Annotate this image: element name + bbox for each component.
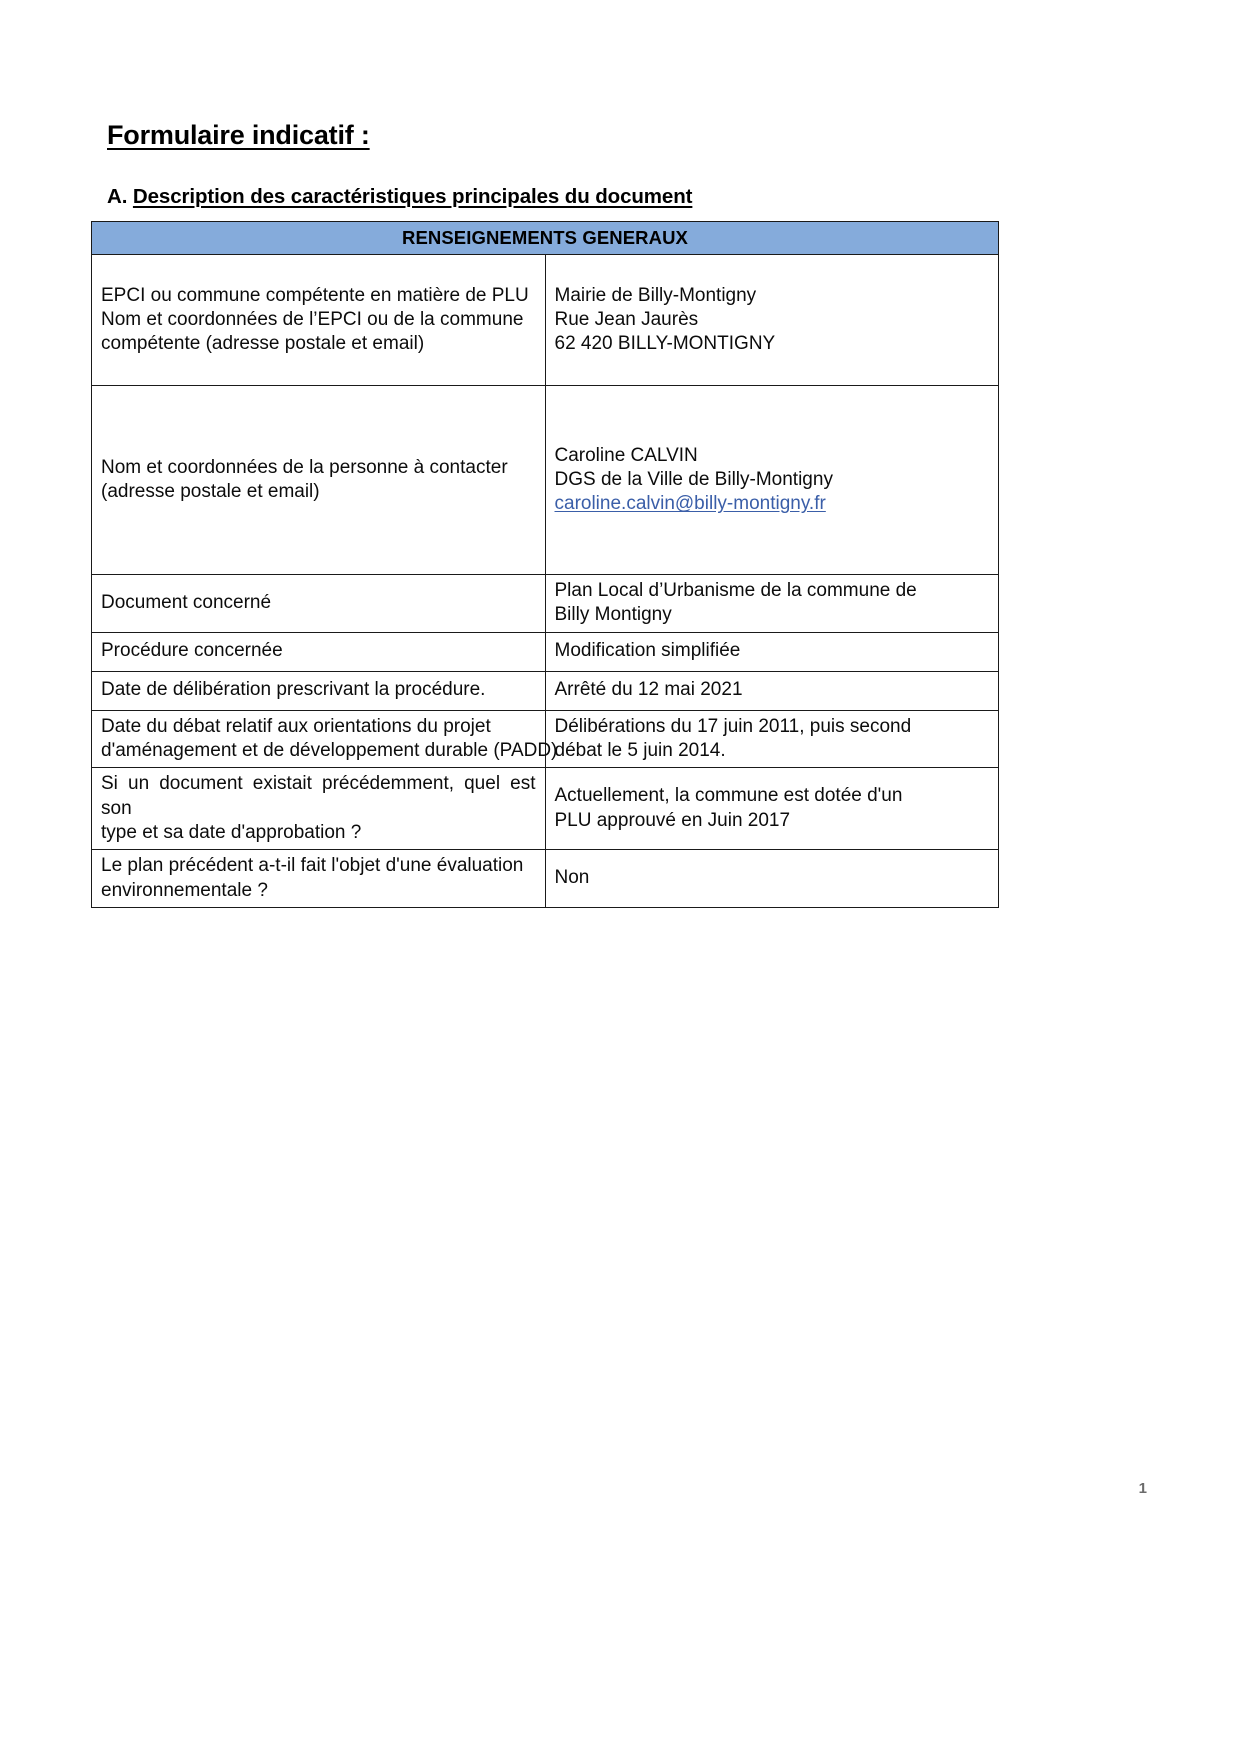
row-value-line: Billy Montigny (554, 604, 672, 626)
row-value-line: Plan Local d’Urbanisme de la commune de (554, 580, 917, 601)
general-information-table (91, 221, 999, 908)
table-row (92, 850, 999, 908)
row-label-line: Document concerné (101, 592, 272, 614)
row-value-text (546, 780, 999, 837)
row-label-line: Date du débat relatif aux orientations du projet (101, 715, 491, 737)
row-label-cell (92, 850, 546, 908)
row-value-line: 62 420 BILLY-MONTIGNY (554, 333, 776, 355)
row-label-line: Si un document existait précédemment, quel est son (101, 773, 536, 819)
row-value-cell (545, 710, 999, 768)
page-title (107, 119, 370, 151)
row-label-line: EPCI ou commune compétente en matière de PLU (101, 284, 529, 306)
row-label-cell (92, 768, 546, 850)
row-value-text (546, 440, 999, 521)
general-information-table-wrapper (91, 221, 999, 908)
row-label-text (92, 452, 545, 509)
row-label-text (92, 674, 545, 706)
table-row (92, 671, 999, 710)
contact-name: Caroline CALVIN (554, 444, 698, 466)
section-letter: A. (107, 185, 128, 208)
row-label-line: Le plan précédent a-t-il fait l'objet d'une évaluation (101, 855, 524, 877)
row-value-cell (545, 575, 999, 633)
row-value-text (546, 862, 999, 894)
page-number: 1 (1138, 1480, 1147, 1497)
row-value-text (546, 280, 999, 361)
row-label-text (92, 850, 545, 907)
row-label-text (92, 711, 558, 768)
table-header-cell (92, 222, 999, 255)
section-heading-text: Description des caractéristiques principales du document (132, 185, 693, 208)
page-title-text: Formulaire indicatif : (107, 120, 370, 151)
row-label-text (92, 768, 545, 849)
row-label-cell (92, 710, 558, 768)
table-row (92, 386, 999, 575)
row-value-line: Mairie de Billy-Montigny (554, 284, 757, 306)
row-label-line: (adresse postale et email) (101, 481, 320, 502)
row-value-text (546, 674, 999, 706)
row-label-line: compétente (adresse postale et email) (101, 333, 425, 355)
section-heading (107, 185, 692, 210)
row-label-line: d'aménagement et de développement durable (PADD) (101, 739, 558, 761)
table-row (92, 768, 999, 850)
row-value-text (546, 635, 999, 667)
row-label-line: Date de délibération prescrivant la procédure. (101, 679, 486, 701)
table-row (92, 575, 999, 633)
row-value-text (546, 711, 999, 768)
row-label-line: type et sa date d'approbation ? (101, 821, 362, 843)
row-label-line: Nom et coordonnées de la personne à contacter (101, 456, 508, 478)
row-value-cell (545, 255, 999, 386)
row-value-line: PLU approuvé en Juin 2017 (554, 809, 791, 831)
row-label-text (92, 587, 545, 619)
row-value-cell (545, 671, 999, 710)
row-value-line: Arrêté du 12 mai 2021 (554, 679, 743, 701)
row-label-cell (92, 632, 546, 671)
row-value-cell (545, 386, 999, 575)
row-label-text (92, 635, 545, 667)
row-value-line: Rue Jean Jaurès (554, 308, 699, 330)
row-value-line: Non (554, 867, 590, 889)
row-label-cell (92, 386, 546, 575)
row-value-cell (545, 632, 999, 671)
row-value-line: débat le 5 juin 2014. (554, 739, 726, 761)
row-value-line: Délibérations du 17 juin 2011, puis second (554, 715, 912, 737)
contact-role: DGS de la Ville de Billy-Montigny (554, 468, 833, 490)
contact-email-link[interactable]: caroline.calvin@billy-montigny.fr (554, 493, 826, 515)
row-label-line: environnementale ? (101, 879, 268, 901)
row-value-cell (545, 768, 999, 850)
row-label-line: Nom et coordonnées de l’EPCI ou de la commune (101, 308, 524, 330)
table-row (92, 255, 999, 386)
row-label-cell (92, 255, 546, 386)
row-value-line: Modification simplifiée (554, 640, 741, 662)
row-value-text (546, 575, 999, 632)
table-header-row (92, 222, 999, 255)
row-label-text (92, 280, 545, 361)
row-value-line: Actuellement, la commune est dotée d'un (554, 785, 903, 807)
table-header-label: RENSEIGNEMENTS GENERAUX (401, 226, 688, 248)
row-label-cell (92, 575, 546, 633)
table-row (92, 632, 999, 671)
row-label-line: Procédure concernée (101, 640, 283, 662)
row-value-cell (545, 850, 999, 908)
row-label-cell (92, 671, 546, 710)
table-row (92, 710, 999, 768)
